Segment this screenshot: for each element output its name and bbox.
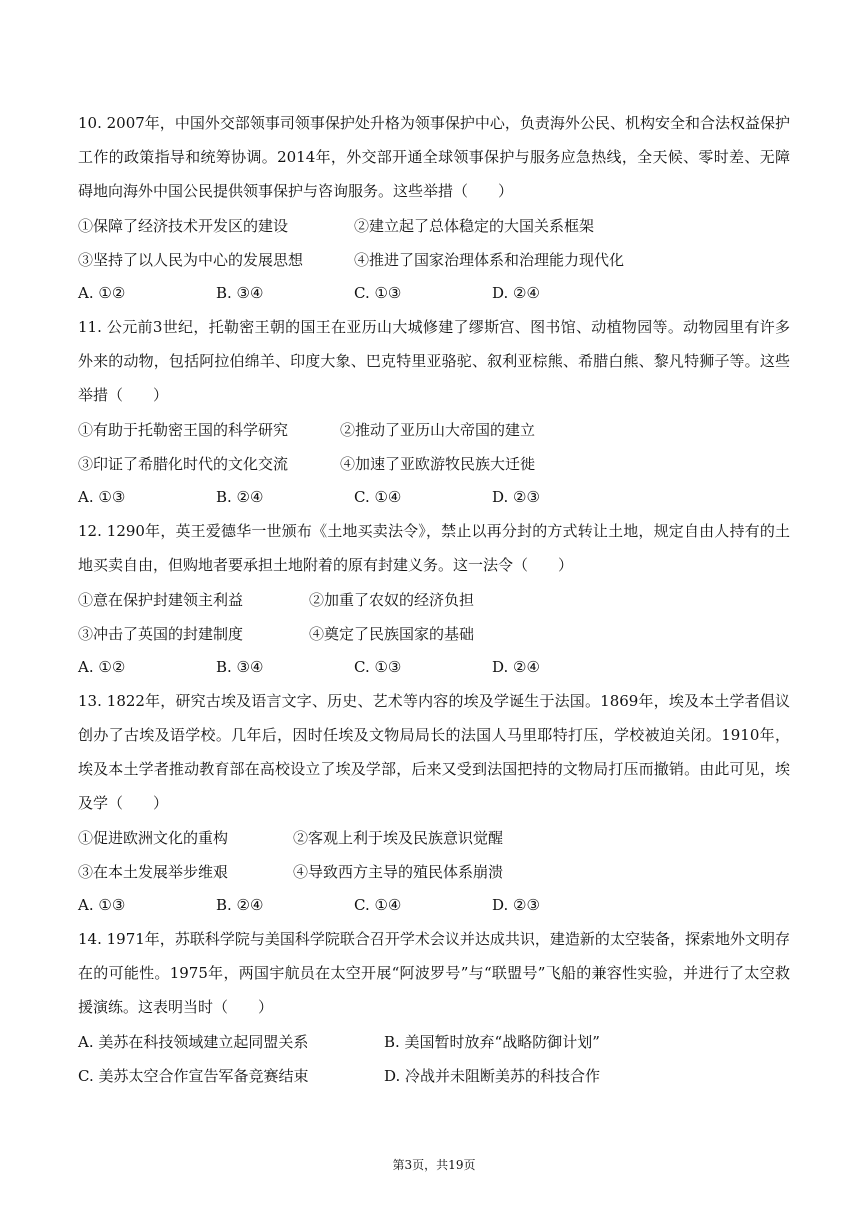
statement-row <box>78 208 790 242</box>
statement-item: ②客观上利于埃及民族意识觉醒 <box>293 828 504 847</box>
statement-row <box>78 582 790 616</box>
choice-c: C. 美苏太空合作宣告军备竞赛结束 <box>78 1066 309 1085</box>
statement-row <box>78 242 790 276</box>
choice-a: A. ①② <box>78 658 126 676</box>
choice-d: D. ②④ <box>492 284 540 302</box>
choice-c: C. ①④ <box>354 896 402 914</box>
answer-choices <box>78 276 790 310</box>
choice-d: D. ②③ <box>492 896 540 914</box>
statement-row <box>78 854 790 888</box>
choice-d: D. ②④ <box>492 658 540 676</box>
choice-b: B. ③④ <box>216 284 264 302</box>
answer-choices <box>78 1024 790 1058</box>
statement-item: ②加重了农奴的经济负担 <box>309 590 475 609</box>
question-14 <box>78 922 790 1092</box>
statement-item: ④推进了国家治理体系和治理能力现代化 <box>354 250 625 269</box>
statement-row <box>78 412 790 446</box>
choice-a: A. ①② <box>78 284 126 302</box>
choice-b: B. 美国暂时放弃“战略防御计划” <box>384 1032 600 1051</box>
question-stem: 11. 公元前3世纪，托勒密王朝的国王在亚历山大城修建了缪斯宫、图书馆、动植物园等。动物园里有许多外来的动物，包括阿拉伯绵羊、印度大象、巴克特里亚骆驼、叙利亚棕熊、希腊白熊、黎凡特狮子等。这些举措（ ） <box>78 318 790 404</box>
choice-b: B. ②④ <box>216 896 264 914</box>
statement-item: ①有助于托勒密王国的科学研究 <box>78 420 289 439</box>
choice-d: D. ②③ <box>492 488 540 506</box>
statement-item: ④加速了亚欧游牧民族大迁徙 <box>340 454 536 473</box>
question-13 <box>78 684 790 922</box>
question-11 <box>78 310 790 514</box>
statement-item: ①保障了经济技术开发区的建设 <box>78 216 289 235</box>
statement-item: ③坚持了以人民为中心的发展思想 <box>78 250 304 269</box>
choice-c: C. ①④ <box>354 488 402 506</box>
statement-row <box>78 616 790 650</box>
answer-choices <box>78 480 790 514</box>
choice-a: A. ①③ <box>78 488 126 506</box>
choice-b: B. ③④ <box>216 658 264 676</box>
statement-row <box>78 820 790 854</box>
answer-choices <box>78 1058 790 1092</box>
statement-item: ②建立起了总体稳定的大国关系框架 <box>354 216 595 235</box>
question-stem: 10. 2007年，中国外交部领事司领事保护处升格为领事保护中心，负责海外公民、机构安全和合法权益保护工作的政策指导和统筹协调。2014年，外交部开通全球领事保护与服务应急热线，全天候、零时差、无障碍地向海外中国公民提供领事保护与咨询服务。这些举措（ ） <box>78 114 790 200</box>
answer-choices <box>78 650 790 684</box>
choice-c: C. ①③ <box>354 284 402 302</box>
statement-row <box>78 446 790 480</box>
statement-item: ③在本土发展举步维艰 <box>78 862 229 881</box>
question-stem: 12. 1290年，英王爱德华一世颁布《土地买卖法令》，禁止以再分封的方式转让土地，规定自由人持有的土地买卖自由，但购地者要承担土地附着的原有封建义务。这一法令（ ） <box>78 522 790 574</box>
choice-c: C. ①③ <box>354 658 402 676</box>
choice-a: A. ①③ <box>78 896 126 914</box>
statement-item: ①意在保护封建领主利益 <box>78 590 244 609</box>
question-list <box>78 106 790 1092</box>
choice-d: D. 冷战并未阻断美苏的科技合作 <box>384 1066 601 1085</box>
statement-item: ④导致西方主导的殖民体系崩溃 <box>293 862 504 881</box>
statement-item: ③冲击了英国的封建制度 <box>78 624 244 643</box>
question-stem: 14. 1971年，苏联科学院与美国科学院联合召开学术会议并达成共识，建造新的太空装备，探索地外文明存在的可能性。1975年，两国宇航员在太空开展“阿波罗号”与“联盟号”飞船的兼容性实验，并进行了太空救援演练。这表明当时（ ） <box>78 930 790 1016</box>
statement-item: ②推动了亚历山大帝国的建立 <box>340 420 536 439</box>
statement-item: ③印证了希腊化时代的文化交流 <box>78 454 289 473</box>
statement-item: ①促进欧洲文化的重构 <box>78 828 229 847</box>
choice-a: A. 美苏在科技领域建立起同盟关系 <box>78 1032 309 1051</box>
page-number: 第3页，共19页 <box>392 1158 476 1172</box>
question-12 <box>78 514 790 684</box>
choice-b: B. ②④ <box>216 488 264 506</box>
question-10 <box>78 106 790 310</box>
answer-choices <box>78 888 790 922</box>
statement-item: ④奠定了民族国家的基础 <box>309 624 475 643</box>
question-stem: 13. 1822年，研究古埃及语言文字、历史、艺术等内容的埃及学诞生于法国。1869年，埃及本土学者倡议创办了古埃及语学校。几年后，因时任埃及文物局局长的法国人马里耶特打压，学校被迫关闭。1910年，埃及本土学者推动教育部在高校设立了埃及学部，后来又受到法国把持的文物局打压而撤销。由此可见，埃及学（ ） <box>78 692 790 812</box>
